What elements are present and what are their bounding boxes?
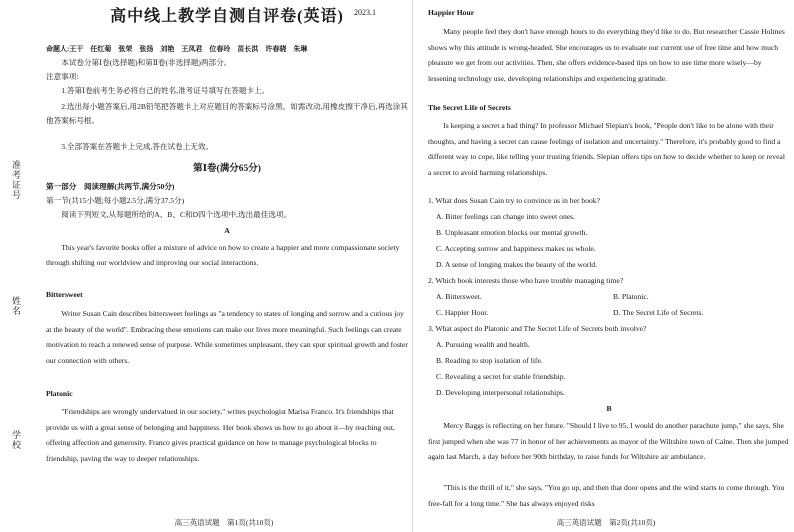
intro-text: 本试卷分第Ⅰ卷(选择题)和第Ⅱ卷(非选择题)两部分。 — [61, 58, 232, 67]
page-2-footer: 高三英语试题 第2页(共10页) — [556, 518, 656, 527]
passage-b-paragraph-2: "This is the thrill of it," she says, "You go up, and then that door opens and the wind starts to come through. You free-fall for a long time." She has always enjoyed risks — [428, 483, 785, 508]
q2-option-c: C. Happier Hour. — [436, 308, 489, 317]
q2-options-row-2 — [428, 308, 790, 318]
q2-option-d: D. The Secret Life of Secrets. — [613, 308, 704, 317]
note-2: 2.选出每小题答案后,用2B铅笔把答题卡上对应题目的答案标号涂黑。如需改动,用橡皮擦干净后,再选涂其他答案标号框。 — [46, 102, 408, 125]
page-divider — [412, 0, 413, 532]
question-2: 2. Which book interests those who have trouble managing time? — [428, 276, 624, 285]
notes-title: 注意事项: — [46, 72, 79, 81]
q3-option-b: B. Reading to stop isolation of life. — [436, 356, 543, 365]
q3-option-d: D. Developing interpersonal relationships. — [436, 388, 565, 397]
heading-bittersweet: Bittersweet — [46, 290, 83, 299]
heading-platonic: Platonic — [46, 389, 73, 398]
school-label: 学校 — [11, 430, 21, 450]
exam-id-label: 准考证号 — [11, 160, 21, 200]
page-2 — [422, 0, 790, 532]
q3-option-c: C. Revealing a secret for stable friendship. — [436, 372, 566, 381]
heading-happier-hour: Happier Hour — [428, 8, 475, 17]
instruction-text: 阅读下列短文,从每题所给的A、B、C和D四个选项中,选出最佳选项。 — [61, 210, 292, 219]
name-label: 姓名 — [11, 296, 21, 316]
section-heading: 第一部分 阅读理解(共两节,满分50分) — [46, 182, 175, 191]
binding-sidebar — [0, 0, 40, 532]
question-3: 3. What aspect do Platonic and The Secret Life of Secrets both involve? — [428, 324, 647, 333]
passage-b-label: B — [606, 404, 612, 413]
paragraph-happier-hour: Many people feel they don't have enough hours to do everything they'd like to do. But researcher Cassie Holmes shows why this attitude is wrong-headed. She encourages us to evaluate our current use of free time and how much pleasure we get from our activities. Then, she offers evidence-based tips on how to use time more wisely—by lessening technology use, developing relationships and experiencing gratitude. — [428, 27, 785, 83]
note-3: 3.全部答案在答题卡上完成,答在试卷上无效。 — [61, 142, 214, 151]
heading-secret-life: The Secret Life of Secrets — [428, 103, 511, 112]
q1-option-c: C. Accepting sorrow and happiness makes us whole. — [436, 244, 596, 253]
q2-options-row-1 — [428, 292, 790, 302]
passage-a-label: A — [224, 226, 230, 235]
question-1: 1. What does Susan Cain try to convince us in her book? — [428, 196, 600, 205]
paragraph-platonic: "Friendships are wrongly undervalued in our society," writes psychologist Marisa Franco. It's friendships that provide us with a great sense of belonging and happiness. Her book shows us how to go about it—by reaching out, offering affection and generosity. Franco gives practical guidance on how to manage psychological blocks to friendship, paving the way to deeper relationships. — [46, 407, 395, 463]
passage-b-paragraph-1: Mercy Baggs is reflecting on her future. "Should I live to 95, I would do another parachute jump," she says. She first jumped when she was 77 in honor of her achievements as mayor of the Wiltshire town of Calne. Then she jumped again last March, a day before her 90th birthday, to raise funds for Wiltshire air ambulance. — [428, 421, 789, 461]
passage-a-intro: This year's favorite books offer a mixture of advice on how to create a happier and more compassionate society through shifting our worldview and improving our social interactions. — [46, 243, 400, 267]
authors-line: 命题人:王干 任红菊 张荣 张扬 刘艳 王凤君 位春玲 苗长洪 许春晓 朱琳 — [46, 45, 308, 53]
paragraph-bittersweet: Writer Susan Cain describes bittersweet feelings as "a tendency to states of longing and sorrow and a curious joy at the beauty of the world". Embracing these emotions can make our lives more meaningful. Such feelings can create motivation to reach a renewed sense of purpose. While sometimes unpleasant, they can spur spiritual growth and foster our connection with others. — [46, 309, 408, 365]
q3-option-a: A. Pursuing wealth and health. — [436, 340, 530, 349]
q1-option-d: D. A sense of longing makes the beauty of the world. — [436, 260, 598, 269]
exam-date: 2023.1 — [354, 8, 376, 17]
paragraph-secret-life: Is keeping a secret a bad thing? In professor Michael Slepian's book, "People don't like to be alone with their thoughts, and having a secret can cause feelings of isolation and uncertainty." Therefore, it's probably good to find a different way to cope, like telling your trusting friends. Slepian offers tips on how to decide whether to keep or reveal a secret to avoid harming relationships. — [428, 121, 785, 177]
q2-option-a: A. Bittersweet. — [436, 292, 482, 301]
page-1-footer: 高三英语试题 第1页(共10页) — [174, 518, 274, 527]
q1-option-a: A. Bitter feelings can change into sweet ones. — [436, 212, 575, 221]
q2-option-b: B. Platonic. — [613, 292, 649, 301]
note-1: 1.答第Ⅰ卷前考生务必将自己的姓名,准考证号填写在答题卡上。 — [61, 86, 270, 95]
subsection-heading: 第一节(共15小题;每小题2.5分,满分37.5分) — [46, 196, 185, 205]
page-1 — [40, 0, 408, 532]
page-title: 高中线上教学自测自评卷(英语) — [110, 8, 344, 25]
q1-option-b: B. Unpleasant emotion blocks our mental growth. — [436, 228, 588, 237]
part-heading: 第Ⅰ卷(满分65分) — [193, 164, 261, 174]
